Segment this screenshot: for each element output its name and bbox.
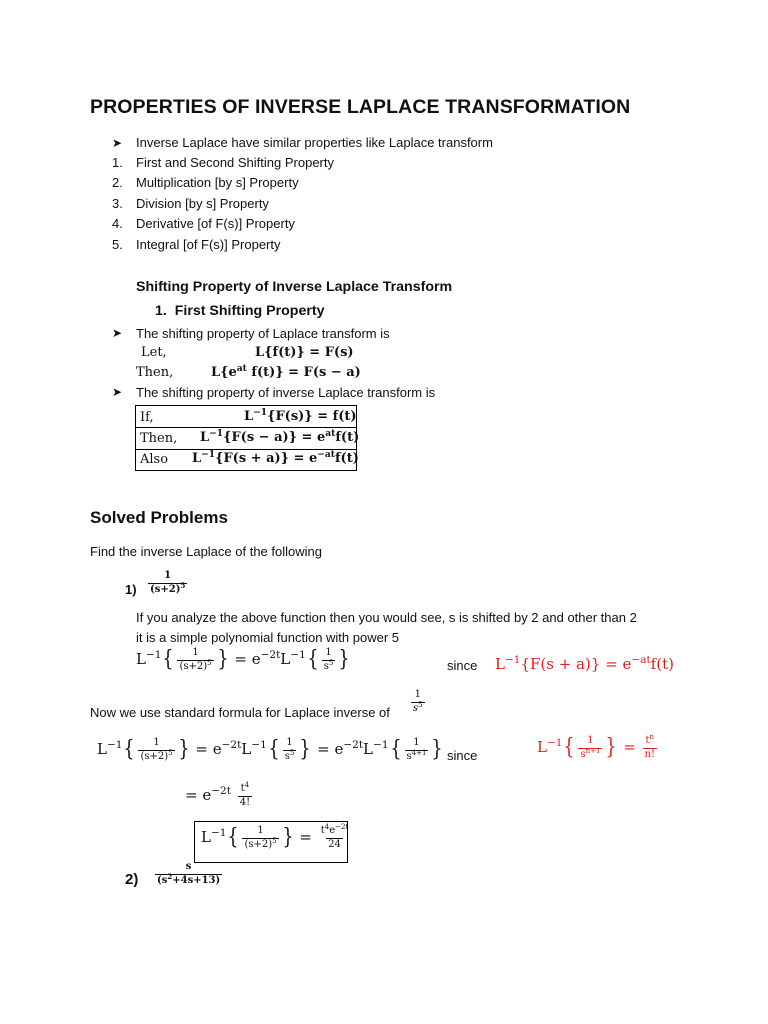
list-item (112, 175, 299, 195)
problem-1-explain-1: If you analyze the above function then you would see, s is shifted by 2 and other than 2 (136, 610, 637, 625)
list-number: 2. (112, 175, 123, 191)
problem-1-explain-2: it is a simple polynomial function with power 5 (136, 630, 400, 645)
page-title: PROPERTIES OF INVERSE LAPLACE TRANSFORMATION (90, 96, 631, 118)
shifting-inverse-bullet: The shifting property of inverse Laplace transform is (136, 385, 436, 400)
standard-formula-fraction: $\frac{1}{s^5}$ (413, 689, 423, 714)
problem-1-result-box (194, 821, 348, 863)
box-also-label: Also (140, 452, 169, 467)
problem-1-step-2: $L^{-1}${ $\frac{1}{(s+2)^5}$ } = $e^{-2t}L^{-1}${ $\frac{1}{s^5}$ } = $e^{-2t}L^{-1}${ $\frac{1}{s^{4+1}}$ } (97, 737, 444, 762)
list-item (112, 195, 269, 216)
arrow-bullet-icon: ➤ (112, 326, 123, 340)
list-item (112, 236, 281, 257)
problem-2-label: 2) (125, 871, 139, 888)
list-text: Division [by s] Property (136, 195, 269, 211)
problem-1-step-3: = $e^{-2t}$ $\frac{t^4}{4!}$ (185, 781, 251, 808)
shifting-heading: Shifting Property of Inverse Laplace Transform (136, 279, 453, 295)
let-equation: L{f(t)} = F(s) (255, 345, 354, 360)
property-list (112, 155, 334, 257)
let-label: Let, (141, 345, 167, 360)
problem-1-step-1: $L^{-1}${ $\frac{1}{(s+2)^5}$ } = $e^{-2t}L^{-1}${ $\frac{1}{s^5}$ } (136, 647, 350, 672)
box-then-equation: $L^{-1}\{F(s - a)\} = e^{at}f(t)$ (200, 428, 360, 445)
list-text: Integral [of F(s)] Property (136, 236, 281, 252)
list-item (112, 155, 334, 175)
since-formula-1: $L^{-1}\{F(s + a)\} = e^{-at}f(t)$ (495, 654, 674, 673)
list-item (112, 216, 295, 236)
then-equation: $L\{e^{at}$ f(t)} = F(s − a) (211, 363, 361, 380)
inverse-shifting-box (135, 405, 360, 471)
box-if-label: If, (140, 410, 154, 425)
intro-bullet-text: Inverse Laplace have similar properties like Laplace transform (136, 135, 493, 150)
since-formula-2: $L^{-1}${ $\frac{1}{s^{n+1}}$ } = $\frac{t^n}{n!}$ (537, 733, 655, 760)
arrow-bullet-icon: ➤ (112, 136, 123, 150)
problem-1-label: 1) (125, 582, 137, 597)
first-shifting-heading: 1. First Shifting Property (155, 303, 325, 319)
then-label: Then, (136, 365, 174, 380)
list-number: 5. (112, 236, 123, 252)
solved-heading: Solved Problems (90, 508, 228, 527)
problem-1-fraction: $\frac{1}{(s+2)^5}$ (150, 570, 186, 595)
since-label-1: since (447, 658, 478, 673)
problem-2-fraction: $\frac{s}{(s^2+4s+13)}$ (157, 861, 221, 886)
list-number: 3. (112, 195, 123, 211)
intro-bullet (112, 135, 122, 150)
list-text: First and Second Shifting Property (136, 155, 334, 170)
find-text: Find the inverse Laplace of the following (90, 544, 322, 559)
list-number: 4. (112, 216, 123, 232)
box-also-equation: $L^{-1}\{F(s + a)\} = e^{-at}f(t)$ (192, 449, 359, 466)
box-if-equation: $L^{-1}\{F(s)\} = f(t)$ (244, 407, 357, 424)
box-divider (136, 427, 356, 428)
list-text: Multiplication [by s] Property (136, 175, 299, 191)
problem-1-result: $L^{-1}${ $\frac{1}{(s+2)^5}$ } = $\frac{t^4e^{-2t}}{24}$ (201, 823, 349, 850)
since-label-2: since (447, 748, 478, 763)
list-text: Derivative [of F(s)] Property (136, 216, 295, 232)
shifting-laplace-bullet: The shifting property of Laplace transform is (136, 326, 390, 341)
standard-formula-text: Now we use standard formula for Laplace inverse of (90, 705, 390, 720)
arrow-bullet-icon: ➤ (112, 385, 123, 399)
list-number: 1. (112, 155, 123, 170)
box-then-label: Then, (140, 431, 178, 446)
